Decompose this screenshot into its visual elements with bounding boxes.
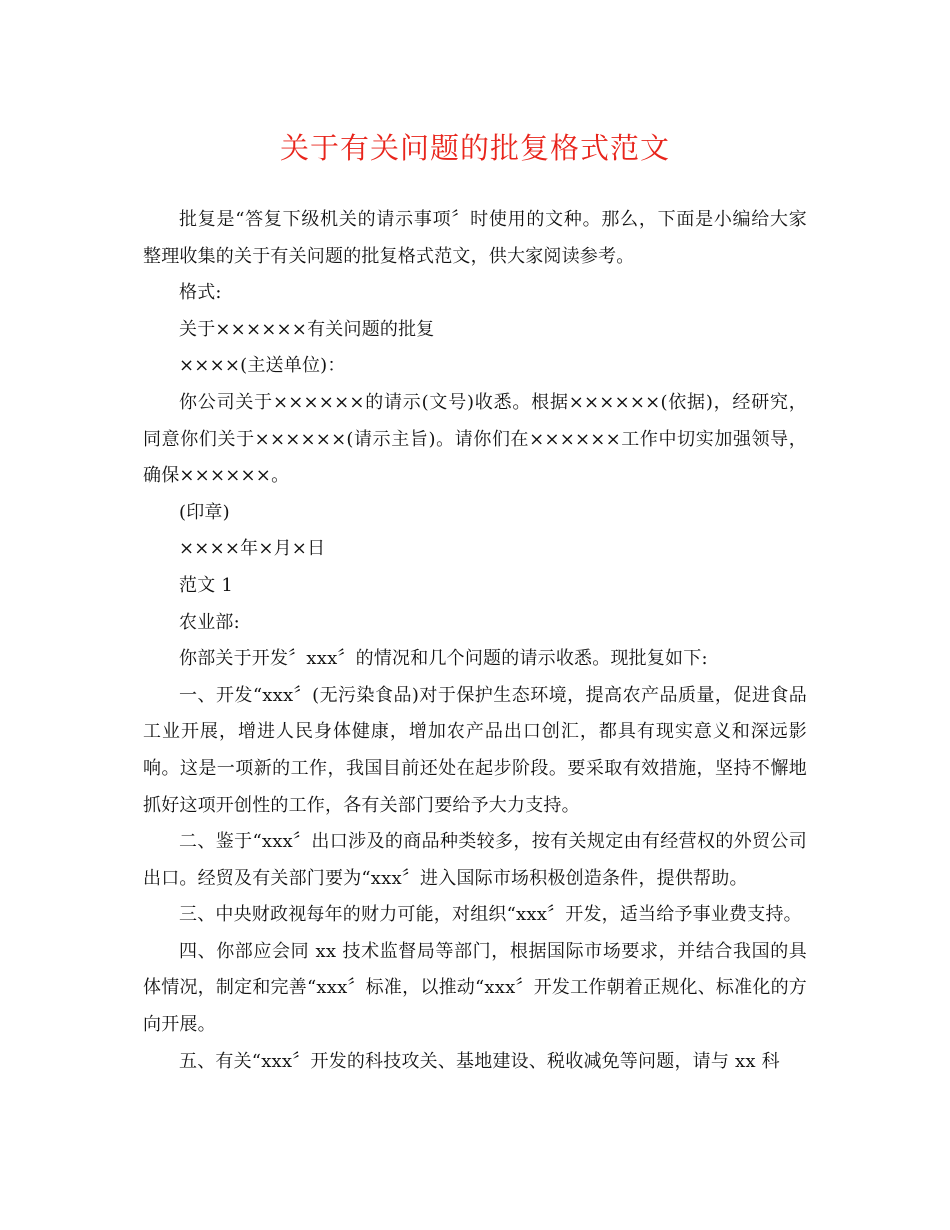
paragraph-sample-recipient: 农业部:	[179, 611, 240, 633]
paragraph-format-body: 你公司关于××××××的请示(文号)收悉。根据××××××(依据)，经研究，同意你们关于××××××(请示主旨)。请你们在××××××工作中切实加强领导，确保××××××。	[143, 391, 807, 487]
paragraph-format-title: 关于××××××有关问题的批复	[179, 318, 435, 340]
paragraph-sample-opening: 你部关于开发〞xxx〞的情况和几个问题的请示收悉。现批复如下:	[179, 648, 708, 670]
paragraph-recipient: ××××(主送单位)：	[179, 355, 346, 377]
paragraph-item-2: 二、鉴于“xxx〞出口涉及的商品种类较多，按有关规定由有经营权的外贸公司出口。经贸及有关部门要为“xxx〞进入国际市场积极创造条件，提供帮助。	[143, 831, 807, 889]
paragraph-item-3: 三、中央财政视每年的财力可能，对组织“xxx〞开发，适当给予事业费支持。	[179, 904, 802, 926]
document-body	[143, 202, 807, 1080]
paragraph-sample-heading: 范文 1	[179, 574, 233, 596]
paragraph-item-4: 四、你部应会同 xx 技术监督局等部门，根据国际市场要求，并结合我国的具体情况，制定和完善“xxx〞标准，以推动“xxx〞开发工作朝着正规化、标准化的方向开展。	[143, 940, 807, 1036]
paragraph-item-1: 一、开发“xxx〞(无污染食品)对于保护生态环境，提高农产品质量，促进食品工业开展，增进人民身体健康，增加农产品出口创汇，都具有现实意义和深远影响。这是一项新的工作，我国目前还处在起步阶段。要采取有效措施，坚持不懈地抓好这项开创性的工作，各有关部门要给予大力支持。	[143, 684, 807, 816]
paragraph-intro: 批复是“答复下级机关的请示事项〞时使用的文种。那么，下面是小编给大家整理收集的关于有关问题的批复格式范文，供大家阅读参考。	[143, 209, 807, 267]
paragraph-format-label: 格式:	[179, 282, 222, 304]
paragraph-item-5: 五、有关“xxx〞开发的科技攻关、基地建设、税收减免等问题，请与 xx 科	[179, 1050, 780, 1072]
paragraph-seal: (印章)	[179, 501, 230, 523]
document-title: 关于有关问题的批复格式范文	[279, 131, 670, 165]
paragraph-date: ××××年×月×日	[179, 538, 326, 560]
